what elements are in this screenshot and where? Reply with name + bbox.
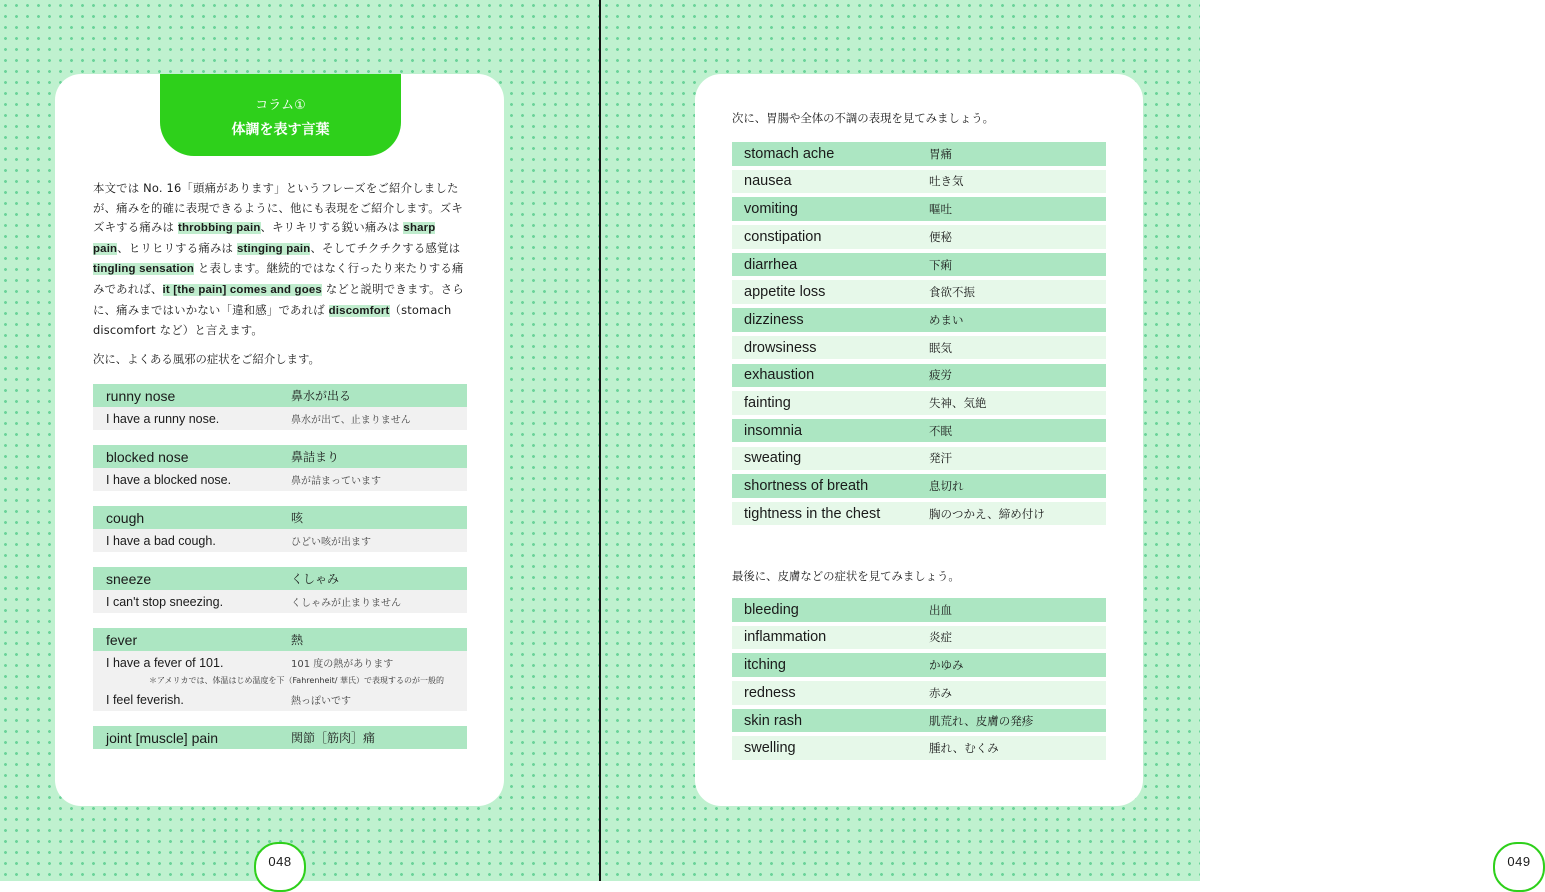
skin-lead: 最後に、皮膚などの症状を見てみましょう。 — [732, 569, 960, 583]
term-ja: 吐き気 — [929, 174, 964, 189]
symptom-ja: 鼻水が出る — [291, 389, 352, 403]
table-row — [732, 736, 1106, 760]
table-row — [732, 474, 1106, 498]
symptom-block — [93, 506, 467, 552]
term-en: insomnia — [744, 422, 803, 439]
highlight-term: tingling sensation — [93, 263, 195, 276]
term-ja: 下痢 — [929, 257, 952, 272]
example-row — [93, 468, 467, 491]
table-row — [732, 364, 1106, 388]
table-row — [732, 391, 1106, 415]
symptom-header — [93, 726, 467, 749]
table-row — [732, 626, 1106, 650]
term-ja: 肌荒れ、皮膚の発疹 — [929, 713, 1034, 728]
term-ja: 発汗 — [929, 451, 952, 466]
symptom-en: cough — [106, 509, 145, 526]
intro-text: と表します。継続的ではなく行ったり来たりする痛みであれば、 — [93, 261, 464, 296]
symptom-en: joint [muscle] pain — [106, 729, 219, 746]
term-ja: かゆみ — [929, 658, 964, 673]
table-row — [732, 681, 1106, 705]
table-row — [732, 197, 1106, 221]
example-ja: 101 度の熱があります — [291, 659, 394, 670]
term-ja: 赤み — [929, 685, 952, 700]
table-row — [732, 170, 1106, 194]
table-row — [732, 653, 1106, 677]
page-number-left: 048 — [254, 842, 306, 892]
example-row — [93, 590, 467, 613]
intro-paragraph — [93, 179, 471, 341]
column-label: コラム① — [255, 98, 306, 113]
symptom-en: fever — [106, 631, 138, 648]
example-row — [93, 407, 467, 430]
term-ja: 息切れ — [929, 479, 964, 493]
left-page — [0, 0, 599, 881]
example-en: I can't stop sneezing. — [106, 594, 224, 609]
term-en: diarrhea — [744, 256, 798, 273]
table-row — [732, 253, 1106, 277]
stomach-symptoms-table — [732, 142, 1106, 530]
right-card — [695, 74, 1143, 806]
term-en: swelling — [744, 740, 796, 757]
symptom-ja: 鼻詰まり — [291, 450, 340, 464]
symptom-header — [93, 567, 467, 590]
term-en: inflammation — [744, 629, 827, 646]
highlight-term: stinging pain — [236, 242, 311, 255]
column-title-tab — [160, 74, 401, 156]
stomach-lead: 次に、胃腸や全体の不調の表現を見てみましょう。 — [732, 111, 994, 125]
term-ja: 食欲不振 — [929, 285, 975, 300]
symptom-ja: くしゃみ — [291, 572, 340, 586]
symptom-header — [93, 506, 467, 529]
highlight-term: discomfort — [328, 304, 390, 317]
term-en: exhaustion — [744, 367, 815, 384]
table-row — [732, 336, 1106, 360]
term-ja: 嘔吐 — [929, 202, 952, 217]
symptom-en: runny nose — [106, 387, 176, 404]
example-ja: 熱っぽいです — [291, 696, 351, 707]
intro-text: （stomach discomfort など）と言えます。 — [93, 302, 452, 338]
skin-symptoms-table — [732, 598, 1106, 764]
table-row — [732, 447, 1106, 471]
page-number-right: 049 — [1493, 842, 1545, 892]
example-en: I have a bad cough. — [106, 533, 216, 548]
symptom-ja: 熱 — [291, 633, 304, 647]
term-en: fainting — [744, 394, 791, 411]
example-ja: ひどい咳が出ます — [291, 537, 371, 548]
example-en: I have a runny nose. — [106, 411, 220, 426]
example-row — [93, 529, 467, 552]
term-ja: 炎症 — [929, 630, 952, 645]
table-row — [732, 225, 1106, 249]
left-card — [55, 74, 504, 806]
intro-text: などと説明できます。さらに、痛みまではいかない「違和感」であれば — [93, 281, 464, 317]
cold-symptoms-lead: 次に、よくある風邪の症状をご紹介します。 — [93, 352, 320, 366]
intro-text: 、そしてチクチクする感覚は — [310, 240, 461, 255]
example-ja: くしゃみが止まりません — [291, 598, 401, 609]
table-row — [732, 598, 1106, 622]
table-row — [732, 308, 1106, 332]
symptom-header — [93, 445, 467, 468]
term-en: drowsiness — [744, 339, 817, 356]
highlight-term: sharp pain — [93, 222, 436, 255]
term-ja: 疲労 — [929, 368, 952, 383]
term-ja: 眠気 — [929, 340, 952, 355]
intro-text: 、ヒリヒリする痛みは — [117, 240, 237, 255]
table-row — [732, 142, 1106, 166]
term-en: sweating — [744, 450, 802, 467]
example-ja: 鼻が詰まっています — [291, 476, 381, 487]
table-row — [732, 280, 1106, 304]
symptom-block — [93, 567, 467, 613]
term-ja: 便秘 — [929, 229, 952, 244]
symptom-block — [93, 384, 467, 430]
table-row — [732, 419, 1106, 443]
term-en: redness — [744, 684, 796, 701]
symptom-block — [93, 726, 467, 749]
term-en: bleeding — [744, 601, 799, 618]
intro-text: 、キリキリする鋭い痛みは — [260, 220, 404, 235]
symptom-en: blocked nose — [106, 448, 189, 465]
term-en: itching — [744, 657, 786, 674]
symptom-block — [93, 628, 467, 711]
symptom-en: sneeze — [106, 570, 152, 587]
term-ja: 不眠 — [929, 423, 952, 438]
example-row — [93, 651, 467, 674]
example-ja: 鼻水が出て、止まりません — [291, 415, 411, 426]
term-en: shortness of breath — [744, 478, 869, 494]
symptom-ja: 関節［筋肉］痛 — [291, 731, 376, 745]
term-ja: 出血 — [929, 602, 952, 617]
right-page — [601, 0, 1531, 881]
term-ja: めまい — [929, 312, 964, 327]
example-en: I feel feverish. — [106, 692, 184, 707]
term-ja: 失神、気絶 — [929, 395, 987, 410]
highlight-term: it [the pain] comes and goes — [162, 283, 322, 296]
term-en: nausea — [744, 173, 792, 190]
term-ja: 胃痛 — [929, 146, 952, 161]
intro-text: 本文では No. 16「頭痛があります」というフレーズをご紹介しましたが、痛みを的確に表現できるように、他にも表現をご紹介します。ズキズキする痛みは — [93, 181, 463, 235]
term-en: vomiting — [744, 201, 798, 218]
symptom-ja: 咳 — [291, 511, 304, 525]
symptom-header — [93, 628, 467, 651]
example-en: I have a blocked nose. — [106, 472, 232, 487]
term-ja: 腫れ、むくみ — [929, 741, 999, 756]
term-en: constipation — [744, 228, 822, 245]
term-en: stomach ache — [744, 145, 835, 162]
term-en: skin rash — [744, 712, 803, 729]
symptom-block — [93, 445, 467, 491]
example-row — [93, 688, 467, 711]
table-row — [732, 502, 1106, 526]
symptom-header — [93, 384, 467, 407]
term-ja: 胸のつかえ、締め付け — [929, 506, 1045, 521]
example-en: I have a fever of 101. — [106, 655, 224, 670]
table-row — [732, 709, 1106, 733]
column-title: 体調を表す言葉 — [231, 122, 330, 138]
term-en: tightness in the chest — [744, 505, 881, 522]
footnote: ＊アメリカでは、体温はじめ温度を下（Fahrenheit/ 華氏）で表現するのが一般的 — [93, 674, 467, 688]
term-en: appetite loss — [744, 284, 826, 301]
term-en: dizziness — [744, 311, 804, 328]
highlight-term: throbbing pain — [177, 222, 261, 235]
